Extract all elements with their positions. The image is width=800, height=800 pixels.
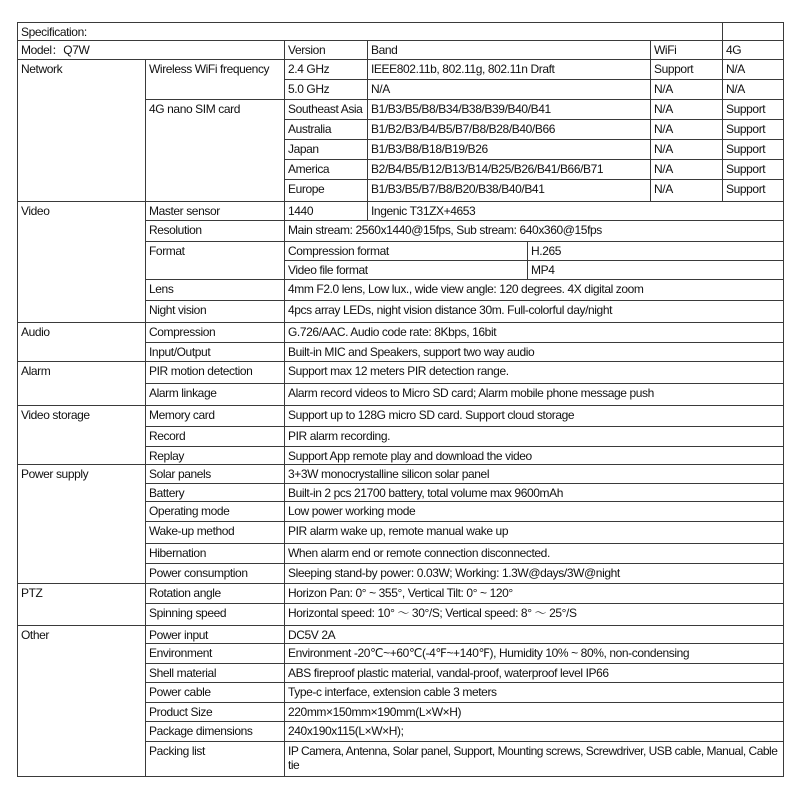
title-row	[18, 23, 784, 41]
sim-region: Australia	[285, 120, 368, 140]
title-blank-cell	[723, 23, 784, 41]
spec-row	[18, 406, 784, 427]
category-audio: Audio	[18, 323, 146, 362]
solar-panels-label: Solar panels	[146, 465, 285, 484]
audio-compression-label: Compression	[146, 323, 285, 343]
sensor-chipset: Ingenic T31ZX+4653	[368, 202, 784, 221]
memory-card-value: Support up to 128G micro SD card. Support cloud storage	[285, 406, 784, 427]
lte-band-list: B2/B4/B5/B12/B13/B14/B25/B26/B41/B66/B71	[368, 160, 651, 180]
environment-value: Environment -20℃~+60℃(-4℉~+140℉), Humidity 10% ~ 80%, non-condensing	[285, 644, 784, 664]
rotation-angle-label: Rotation angle	[146, 584, 285, 604]
video-file-format-label: Video file format	[285, 261, 528, 280]
category-video-storage: Video storage	[18, 406, 146, 465]
rotation-angle-value: Horizon Pan: 0° ~ 355°, Vertical Tilt: 0° ~ 120°	[285, 584, 784, 604]
model-name: Model：Q7W	[18, 41, 285, 60]
wifi-support-cell: Support	[651, 60, 723, 80]
audio-compression-value: G.726/AAC. Audio code rate: 8Kbps, 16bit	[285, 323, 784, 343]
environment-label: Environment	[146, 644, 285, 664]
replay-value: Support App remote play and download the video	[285, 447, 784, 465]
video-file-format-value: MP4	[528, 261, 784, 280]
sim-region: Europe	[285, 180, 368, 202]
wifi-support-cell: N/A	[651, 100, 723, 120]
shell-material-value: ABS fireproof plastic material, vandal-proof, waterproof level IP66	[285, 664, 784, 683]
product-size-value: 220mm×150mm×190mm(L×W×H)	[285, 703, 784, 722]
battery-label: Battery	[146, 484, 285, 502]
4g-support-cell: Support	[723, 100, 784, 120]
input-output-value: Built-in MIC and Speakers, support two way audio	[285, 343, 784, 362]
operating-mode-value: Low power working mode	[285, 502, 784, 522]
power-input-value: DC5V 2A	[285, 626, 784, 644]
spec-row	[18, 465, 784, 484]
power-cable-label: Power cable	[146, 683, 285, 703]
spec-row	[18, 584, 784, 604]
lte-band-list: B1/B3/B5/B8/B34/B38/B39/B40/B41	[368, 100, 651, 120]
night-vision-label: Night vision	[146, 301, 285, 323]
spinning-speed-label: Spinning speed	[146, 604, 285, 626]
memory-card-label: Memory card	[146, 406, 285, 427]
compression-format-value: H.265	[528, 242, 784, 261]
spinning-speed-value: Horizontal speed: 10° ～ 30°/S; Vertical speed: 8° ～ 25°/S	[285, 604, 784, 626]
wifi-standard-band: IEEE802.11b, 802.11g, 802.11n Draft	[368, 60, 651, 80]
packing-list-label: Packing list	[146, 742, 285, 777]
wifi-support-cell: N/A	[651, 160, 723, 180]
power-consumption-value: Sleeping stand-by power: 0.03W; Working: 1.3W@days/3W@night	[285, 564, 784, 584]
alarm-linkage-label: Alarm linkage	[146, 384, 285, 406]
lte-band-list: B1/B2/B3/B4/B5/B7/B8/B28/B40/B66	[368, 120, 651, 140]
category-other: Other	[18, 626, 146, 777]
header-row	[18, 41, 784, 60]
spec-row	[18, 60, 784, 80]
wifi-support-cell: N/A	[651, 120, 723, 140]
input-output-label: Input/Output	[146, 343, 285, 362]
alarm-linkage-value: Alarm record videos to Micro SD card; Alarm mobile phone message push	[285, 384, 784, 406]
wifi-column-header: WiFi	[651, 41, 723, 60]
specification-table	[17, 22, 784, 777]
shell-material-label: Shell material	[146, 664, 285, 683]
spec-row	[18, 626, 784, 644]
night-vision-value: 4pcs array LEDs, night vision distance 30m. Full-colorful day/night	[285, 301, 784, 323]
pir-motion-detection-label: PIR motion detection	[146, 362, 285, 384]
4g-support-cell: Support	[723, 180, 784, 202]
battery-value: Built-in 2 pcs 21700 battery, total volume max 9600mAh	[285, 484, 784, 502]
sensor-resolution: 1440	[285, 202, 368, 221]
sim-region: America	[285, 160, 368, 180]
category-network: Network	[18, 60, 146, 202]
solar-panels-value: 3+3W monocrystalline silicon solar panel	[285, 465, 784, 484]
lte-band-list: B1/B3/B5/B7/B8/B20/B38/B40/B41	[368, 180, 651, 202]
compression-format-label: Compression format	[285, 242, 528, 261]
format-label: Format	[146, 242, 285, 280]
wake-up-method-label: Wake-up method	[146, 522, 285, 544]
pir-motion-detection-value: Support max 12 meters PIR detection range.	[285, 362, 784, 384]
resolution-value: Main stream: 2560x1440@15fps, Sub stream: 640x360@15fps	[285, 221, 784, 242]
frequency-version: 5.0 GHz	[285, 80, 368, 100]
4g-support-cell: N/A	[723, 60, 784, 80]
wifi-support-cell: N/A	[651, 140, 723, 160]
record-value: PIR alarm recording.	[285, 427, 784, 447]
sim-card-label: 4G nano SIM card	[146, 100, 285, 202]
lens-value: 4mm F2.0 lens, Low lux., wide view angle: 120 degrees. 4X digital zoom	[285, 280, 784, 301]
lens-label: Lens	[146, 280, 285, 301]
wifi-support-cell: N/A	[651, 180, 723, 202]
category-alarm: Alarm	[18, 362, 146, 406]
4g-support-cell: Support	[723, 160, 784, 180]
resolution-label: Resolution	[146, 221, 285, 242]
record-label: Record	[146, 427, 285, 447]
version-column-header: Version	[285, 41, 368, 60]
power-input-label: Power input	[146, 626, 285, 644]
operating-mode-label: Operating mode	[146, 502, 285, 522]
category-power-supply: Power supply	[18, 465, 146, 584]
sim-region: Japan	[285, 140, 368, 160]
product-size-label: Product Size	[146, 703, 285, 722]
4g-support-cell: Support	[723, 120, 784, 140]
hibernation-value: When alarm end or remote connection disconnected.	[285, 544, 784, 564]
sim-region: Southeast Asia	[285, 100, 368, 120]
spec-row	[18, 323, 784, 343]
category-ptz: PTZ	[18, 584, 146, 626]
wifi-frequency-label: Wireless WiFi frequency	[146, 60, 285, 100]
lte-band-list: B1/B3/B8/B18/B19/B26	[368, 140, 651, 160]
power-consumption-label: Power consumption	[146, 564, 285, 584]
frequency-version: 2.4 GHz	[285, 60, 368, 80]
power-cable-value: Type-c interface, extension cable 3 meters	[285, 683, 784, 703]
hibernation-label: Hibernation	[146, 544, 285, 564]
4g-support-cell: Support	[723, 140, 784, 160]
band-column-header: Band	[368, 41, 651, 60]
spec-row	[18, 362, 784, 384]
4g-support-cell: N/A	[723, 80, 784, 100]
wifi-standard-band: N/A	[368, 80, 651, 100]
package-dimensions-label: Package dimensions	[146, 722, 285, 742]
specification-title: Specification:	[18, 23, 723, 41]
spec-row	[18, 202, 784, 221]
wifi-support-cell: N/A	[651, 80, 723, 100]
wake-up-method-value: PIR alarm wake up, remote manual wake up	[285, 522, 784, 544]
packing-list-value: IP Camera, Antenna, Solar panel, Support, Mounting screws, Screwdriver, USB cable, Manual, Cable tie	[285, 742, 784, 777]
master-sensor-label: Master sensor	[146, 202, 285, 221]
package-dimensions-value: 240x190x115(L×W×H);	[285, 722, 784, 742]
category-video: Video	[18, 202, 146, 323]
4g-column-header: 4G	[723, 41, 784, 60]
replay-label: Replay	[146, 447, 285, 465]
